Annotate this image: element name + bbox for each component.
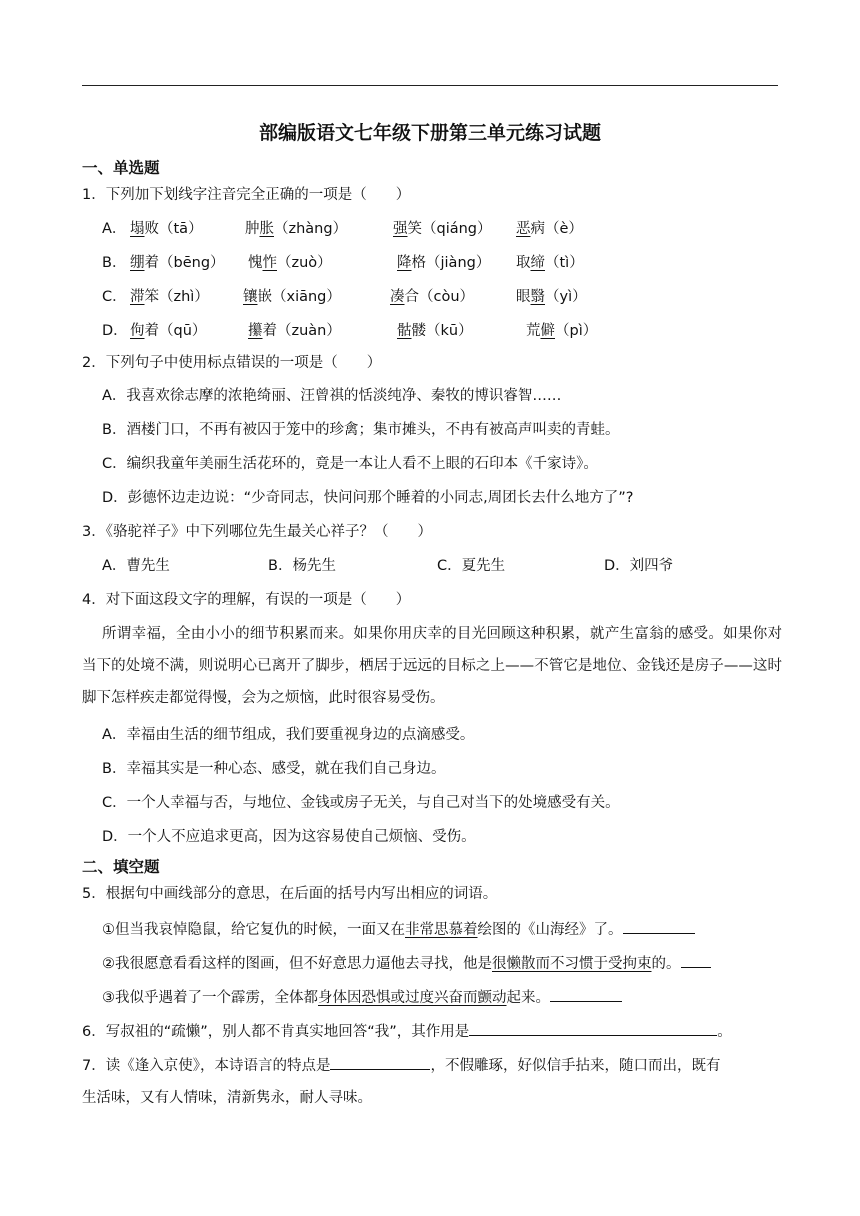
underlined-char: 怍 bbox=[262, 255, 277, 271]
question-1-stem: 1．下列加下划线字注音完全正确的一项是（ ） bbox=[82, 187, 411, 203]
word-char: 眼 bbox=[516, 289, 531, 305]
page-title: 部编版语文七年级下册第三单元练习试题 bbox=[258, 122, 601, 144]
word-pinyin: 格（jiàng） bbox=[411, 255, 491, 271]
question-7-line-1 bbox=[82, 1054, 720, 1076]
underlined-char: 降 bbox=[397, 255, 412, 271]
underlined-char: 滞 bbox=[130, 289, 145, 305]
question-5-item-1 bbox=[102, 918, 695, 940]
option-word bbox=[516, 287, 587, 307]
question-4-passage: 所谓幸福，全由小小的细节积累而来。如果你用庆幸的目光回顾这种积累，就产生富翁的感受。如果你对当下的处境不满，则说明心已离开了脚步，栖居于远远的目标之上——不管它是地位、金钱还是房子——这时脚下怎样疾走都觉得慢，会为之烦恼，此时很容易受伤。 bbox=[82, 626, 782, 706]
question-3-stem: 3．《骆驼祥子》中下列哪位先生最关心祥子？（ ） bbox=[82, 524, 432, 540]
item-text: 的。 bbox=[651, 956, 681, 972]
question-3-option-b: B．杨先生 bbox=[268, 558, 336, 574]
item-text: ②我很愿意看看这样的图画，但不好意思力逼他去寻找，他是 bbox=[102, 956, 492, 972]
question-7-line-2: 生活味，又有人情味，清新隽永，耐人寻味。 bbox=[82, 1090, 372, 1106]
underlined-char: 僻 bbox=[540, 323, 555, 339]
option-word bbox=[248, 321, 341, 341]
option-word bbox=[130, 253, 225, 273]
question-7-text-cont: ，不假雕琢，好似信手拈来，随口而出，既有 bbox=[430, 1058, 721, 1074]
underlined-char: 缔 bbox=[530, 255, 545, 271]
question-3-option-d: D．刘四爷 bbox=[604, 558, 674, 574]
word-pinyin: 髅（kū） bbox=[411, 323, 473, 339]
word-pinyin: 病（è） bbox=[530, 221, 583, 237]
word-pinyin: 笨（zhì） bbox=[144, 289, 209, 305]
underlined-char: 恶 bbox=[516, 221, 531, 237]
underlined-char: 塌 bbox=[130, 221, 145, 237]
word-pinyin: （zhàng） bbox=[274, 221, 348, 237]
item-text: 绘图的《山海经》了。 bbox=[477, 922, 623, 938]
question-4-option-a: A．幸福由生活的细节组成，我们要重视身边的点滴感受。 bbox=[102, 727, 475, 743]
option-label: A． bbox=[102, 221, 127, 237]
question-5-item-2 bbox=[102, 952, 711, 974]
word-pinyin: 着（zuàn） bbox=[262, 323, 341, 339]
question-3-option-a: A．曹先生 bbox=[102, 558, 170, 574]
option-word bbox=[130, 321, 206, 341]
question-4-option-d: D．一个人不应追求更高，因为这容易使自己烦恼、受伤。 bbox=[102, 829, 476, 845]
question-2-option-c: C．编织我童年美丽生活花环的，竟是一本让人看不上眼的石印本《千家诗》。 bbox=[102, 456, 598, 472]
option-label: B． bbox=[102, 255, 127, 271]
question-3-option-c: C．夏先生 bbox=[437, 558, 506, 574]
option-word bbox=[516, 253, 584, 273]
question-6-end: 。 bbox=[717, 1024, 732, 1040]
option-word bbox=[245, 219, 347, 239]
option-word bbox=[130, 287, 209, 307]
word-pinyin: （pì） bbox=[555, 323, 598, 339]
word-pinyin: 败（tā） bbox=[144, 221, 203, 237]
underlined-phrase: 身体因恐惧或过度兴奋而颤动 bbox=[318, 990, 507, 1006]
question-2-stem: 2．下列句子中使用标点错误的一项是（ ） bbox=[82, 355, 382, 371]
answer-blank[interactable] bbox=[550, 986, 622, 1002]
underlined-char: 镶 bbox=[243, 289, 258, 305]
question-5-stem: 5．根据句中画线部分的意思，在后面的括号内写出相应的词语。 bbox=[82, 886, 498, 902]
underlined-char: 佝 bbox=[130, 323, 145, 339]
option-label: C． bbox=[102, 289, 127, 305]
underlined-char: 翳 bbox=[530, 289, 545, 305]
section-heading-fill-blank: 二、填空题 bbox=[82, 858, 160, 876]
word-char: 肿 bbox=[245, 221, 260, 237]
underlined-phrase: 非常思慕着 bbox=[405, 922, 478, 938]
option-word bbox=[243, 287, 341, 307]
answer-blank[interactable] bbox=[623, 918, 695, 934]
option-word bbox=[516, 219, 583, 239]
word-pinyin: 笑（qiáng） bbox=[407, 221, 492, 237]
answer-blank[interactable] bbox=[330, 1054, 430, 1070]
word-pinyin: （tì） bbox=[545, 255, 584, 271]
option-word bbox=[397, 253, 490, 273]
underlined-char: 强 bbox=[393, 221, 408, 237]
word-pinyin: 着（bēng） bbox=[144, 255, 225, 271]
question-4-option-c: C．一个人幸福与否，与地位、金钱或房子无关，与自己对当下的处境感受有关。 bbox=[102, 795, 620, 811]
word-pinyin: 合（còu） bbox=[404, 289, 475, 305]
answer-blank[interactable] bbox=[469, 1020, 717, 1036]
underlined-char: 绷 bbox=[130, 255, 145, 271]
option-word bbox=[397, 321, 473, 341]
underlined-char: 凑 bbox=[390, 289, 405, 305]
header-rule bbox=[82, 85, 778, 86]
option-word bbox=[248, 253, 332, 273]
underlined-char: 胀 bbox=[259, 221, 274, 237]
question-5-item-3 bbox=[102, 986, 622, 1008]
question-6 bbox=[82, 1020, 732, 1042]
word-char: 愧 bbox=[248, 255, 263, 271]
item-text: ③我似乎遇着了一个霹雳，全体都 bbox=[102, 990, 318, 1006]
word-char: 取 bbox=[516, 255, 531, 271]
word-pinyin: （zuò） bbox=[277, 255, 332, 271]
question-4-option-b: B．幸福其实是一种心态、感受，就在我们自己身边。 bbox=[102, 761, 446, 777]
question-2-option-d: D．彭德怀边走边说：“少奇同志，快问问那个睡着的小同志,周团长去什么地方了”? bbox=[102, 490, 634, 506]
word-pinyin: （yì） bbox=[545, 289, 587, 305]
option-word bbox=[393, 219, 492, 239]
underlined-char: 攥 bbox=[248, 323, 263, 339]
option-word bbox=[390, 287, 474, 307]
question-2-option-b: B．酒楼门口，不再有被囚于笼中的珍禽；集市摊头，不冉有被高声叫卖的青蛙。 bbox=[102, 422, 620, 438]
question-7-text: 7．读《逢入京使》，本诗语言的特点是 bbox=[82, 1058, 331, 1074]
option-word bbox=[130, 219, 203, 239]
section-heading-single-choice: 一、单选题 bbox=[82, 159, 160, 177]
word-char: 荒 bbox=[526, 323, 541, 339]
option-label: D． bbox=[102, 323, 128, 339]
word-pinyin: 着（qū） bbox=[144, 323, 207, 339]
item-text: 起来。 bbox=[506, 990, 550, 1006]
question-6-text: 6．写叔祖的“疏懒”，别人都不肯真实地回答“我”，其作用是 bbox=[82, 1024, 470, 1040]
item-text: ①但当我哀悼隐鼠，给它复仇的时候，一面又在 bbox=[102, 922, 405, 938]
option-word bbox=[526, 321, 597, 341]
underlined-char: 骷 bbox=[397, 323, 412, 339]
underlined-phrase: 很懒散而不习惯于受拘束 bbox=[492, 956, 652, 972]
word-pinyin: 嵌（xiāng） bbox=[257, 289, 341, 305]
answer-blank[interactable] bbox=[681, 952, 711, 968]
question-2-option-a: A．我喜欢徐志摩的浓艳绮丽、汪曾祺的恬淡纯净、秦牧的博识睿智…… bbox=[102, 388, 562, 404]
question-4-stem: 4．对下面这段文字的理解，有误的一项是（ ） bbox=[82, 592, 411, 608]
